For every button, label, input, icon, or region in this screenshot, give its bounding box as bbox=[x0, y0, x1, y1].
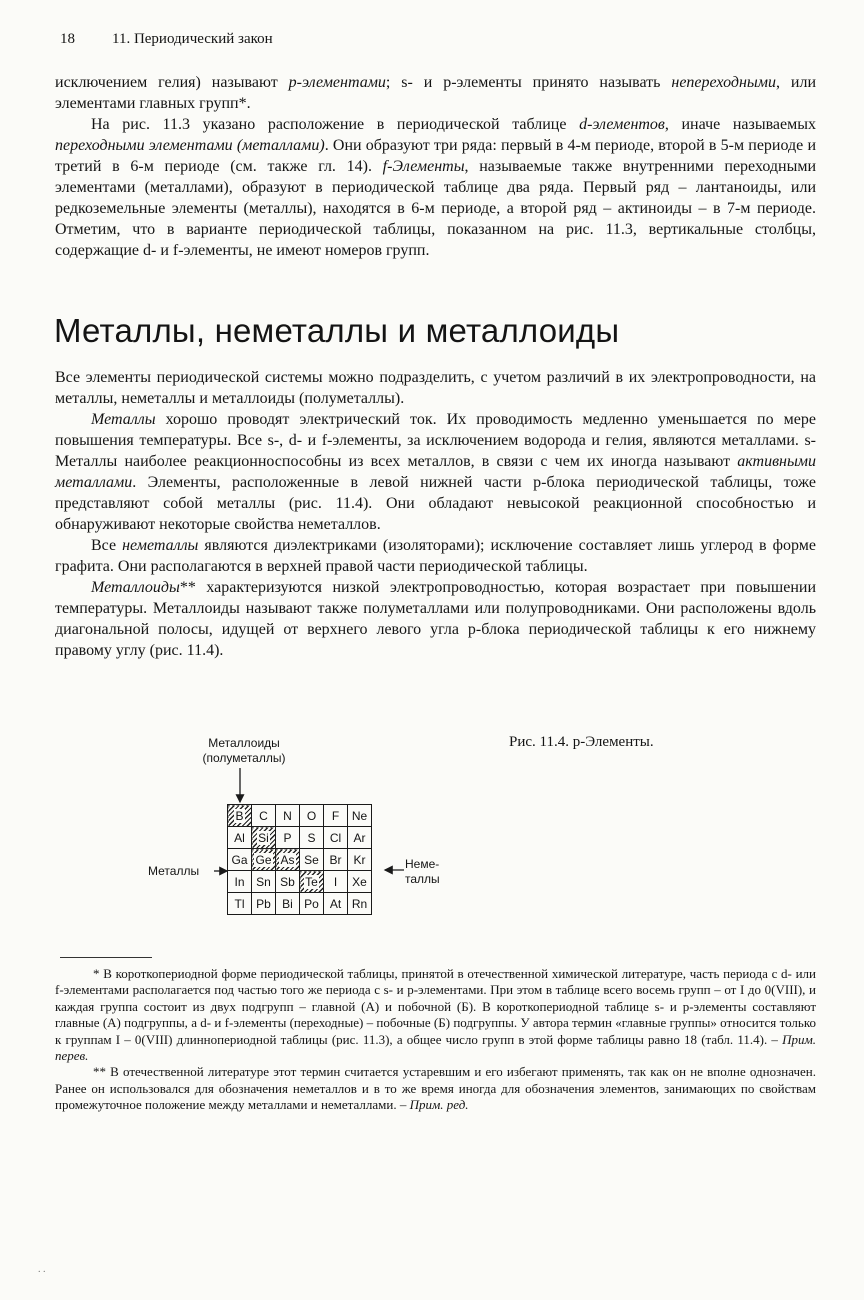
text-run: , называемые также внутренними переходными элементами (металлами), образуют в периодической таблице два ряда. Первый ряд – лантаноиды, или редкоземельные элементы (металлы), находятся в 6-м периоде, а второй ряд – актиноиды – в 7-м периоде. Отметим, что в варианте периодической таблицы, показанном на рис. 11.3, вертикальные столбцы, содержащие d- и f-элементы, не имеют номеров групп. bbox=[55, 158, 817, 259]
element-symbol: Kr bbox=[353, 852, 366, 867]
element-symbol: N bbox=[283, 808, 292, 823]
element-cell bbox=[228, 849, 252, 871]
element-symbol: In bbox=[234, 874, 245, 889]
element-cell bbox=[228, 893, 252, 915]
text-run: исключением гелия) называют bbox=[55, 74, 289, 91]
element-symbol: F bbox=[331, 808, 340, 823]
text-run: На рис. 11.3 указано расположение в периодической таблице bbox=[91, 116, 580, 133]
element-symbol: Bi bbox=[282, 896, 293, 911]
element-symbol: Pb bbox=[256, 896, 271, 911]
italic-term: Металлоиды bbox=[91, 579, 180, 596]
element-cell bbox=[348, 805, 372, 827]
text-run: , или элементами главных групп*. bbox=[55, 74, 817, 112]
footnotes bbox=[55, 966, 816, 1114]
element-symbol: Se bbox=[304, 852, 319, 867]
element-symbol: S bbox=[307, 830, 316, 845]
metals-label: Металлы bbox=[148, 864, 200, 878]
italic-term: неметаллы bbox=[122, 537, 199, 554]
page-number: 18 bbox=[60, 31, 75, 47]
text-run: хорошо проводят электрический ток. Их проводимость медленно уменьшается по мере повышения температуры. Все s-, d- и f-элементы, за исключением водорода и гелия, являются металлами. s-Металлы наиболее реакционноспособны из всех металлов, в связи с чем их иногда называют bbox=[55, 411, 816, 470]
figure-caption: Рис. 11.4. p-Элементы. bbox=[509, 734, 654, 750]
nonmetals-label-line: таллы bbox=[405, 872, 440, 886]
element-cell bbox=[276, 871, 300, 893]
element-symbol: P bbox=[283, 830, 292, 845]
text-run: ** В отечественной литературе этот термин считается устаревшим и его избегают применять, так как он не вполне однозначен. Ранее он использовался для обозначения неметаллов и в то же время иногда для обозначения элементов, занимающих по свойствам промежуточное положение между металлами и неметаллами. – bbox=[55, 1064, 816, 1113]
element-symbol: Sb bbox=[280, 874, 295, 889]
element-symbol: Sn bbox=[256, 874, 271, 889]
metalloid-cell bbox=[252, 849, 276, 871]
element-cell bbox=[300, 893, 324, 915]
element-cell bbox=[276, 827, 300, 849]
element-symbol: Rn bbox=[351, 896, 368, 911]
text-run: ; s- и p-элементы принято называть bbox=[385, 74, 672, 91]
element-cell bbox=[228, 827, 252, 849]
element-cell bbox=[252, 871, 276, 893]
element-cell bbox=[300, 805, 324, 827]
p-block-table bbox=[227, 804, 372, 915]
italic-term: переходными элементами (металлами) bbox=[55, 137, 325, 154]
element-symbol: Cl bbox=[329, 830, 342, 845]
element-symbol: O bbox=[306, 808, 317, 823]
text-run: ** характеризуются низкой электропроводностью, которая возрастает при повышении температуры. Металлоиды называют также полуметаллами или полупроводниками. Они расположены вдоль диагональной полосы, идущей от верхнего левого угла p-блока периодической таблицы к его нижнему правому углу (рис. 11.4). bbox=[55, 579, 816, 659]
element-symbol: Te bbox=[305, 874, 318, 889]
element-symbol: Al bbox=[234, 830, 245, 845]
element-symbol: I bbox=[333, 874, 338, 889]
italic-term: Прим. ред. bbox=[409, 1097, 469, 1113]
table-row bbox=[228, 827, 372, 849]
italic-term: Металлы bbox=[91, 411, 156, 428]
element-cell bbox=[252, 893, 276, 915]
text-run: являются диэлектриками (изоляторами); исключение составляет лишь углерод в форме графита. Они располагаются в верхней правой части периодической таблицы. bbox=[55, 537, 816, 575]
element-cell bbox=[276, 893, 300, 915]
margin-mark: . . bbox=[38, 1264, 46, 1275]
element-symbol: Ar bbox=[353, 830, 366, 845]
text-run: Все bbox=[91, 537, 123, 554]
metalloid-cell bbox=[228, 805, 252, 827]
element-cell bbox=[348, 871, 372, 893]
metalloids-label-line: Металлоиды bbox=[208, 736, 280, 750]
chapter-title: 11. Периодический закон bbox=[112, 31, 273, 47]
italic-term: f-Элементы bbox=[382, 158, 465, 175]
element-symbol: Po bbox=[304, 896, 319, 911]
metalloid-cell bbox=[252, 827, 276, 849]
table-row bbox=[228, 849, 372, 871]
footnote bbox=[55, 1064, 816, 1113]
footnote-separator bbox=[60, 957, 152, 958]
element-cell bbox=[324, 871, 348, 893]
element-symbol: Br bbox=[329, 852, 342, 867]
metalloid-cell bbox=[276, 849, 300, 871]
section-heading: Металлы, неметаллы и металлоиды bbox=[54, 312, 620, 349]
element-cell bbox=[348, 893, 372, 915]
element-cell bbox=[324, 893, 348, 915]
text-run: Все элементы периодической системы можно подразделить, с учетом различий в их электропроводности, на металлы, неметаллы и металлоиды (полуметаллы). bbox=[55, 369, 816, 407]
element-symbol: C bbox=[259, 808, 268, 823]
italic-term: Прим. перев. bbox=[55, 1031, 816, 1064]
element-cell bbox=[300, 849, 324, 871]
text-run: * В короткопериодной форме периодической таблицы, принятой в отечественной химической литературе, часть периода с d- или f-элементами располагается под частью того же периода с s- и p-элементами. При этом в таблице всего восемь групп – от I до 0(VIII), и каждая группа состоит из двух подгрупп – главной (А) и побочной (Б). В короткопериодной таблице s- и p-элементы составляют главные (А) подгруппы, а d- и f-элементы (переходные) – побочные (Б) подгруппы. У автора термин «главные группы» относится только к группам I – 0(VIII) длиннопериодной таблицы (рис. 11.3), а общее число групп в этой форме таблицы равно 18 (табл. 11.4). – bbox=[55, 966, 816, 1047]
element-cell bbox=[228, 871, 252, 893]
element-symbol: At bbox=[329, 896, 342, 911]
element-symbol: Si bbox=[258, 830, 269, 845]
text-run: . Элементы, расположенные в левой нижней части p-блока периодической таблицы, тоже представляют собой металлы (рис. 11.4). Они обладают невысокой реакционной способностью и обнаруживают некоторые свойства неметаллов. bbox=[55, 474, 816, 533]
element-cell bbox=[348, 827, 372, 849]
nonmetals-label bbox=[405, 857, 440, 887]
element-symbol: B bbox=[235, 808, 244, 823]
element-symbol: Xe bbox=[352, 874, 367, 889]
element-cell bbox=[252, 805, 276, 827]
italic-term: активными металлами bbox=[55, 453, 816, 491]
nonmetals-label-line: Неме- bbox=[405, 857, 440, 871]
element-symbol: Ge bbox=[255, 852, 272, 867]
element-cell bbox=[300, 827, 324, 849]
italic-term: p-элементами bbox=[288, 74, 386, 91]
element-cell bbox=[324, 805, 348, 827]
element-symbol: Tl bbox=[234, 896, 245, 911]
element-cell bbox=[348, 849, 372, 871]
footnote bbox=[55, 966, 816, 1064]
element-symbol: Ne bbox=[351, 808, 368, 823]
element-cell bbox=[324, 849, 348, 871]
text-run: . Они образуют три ряда: первый в 4-м периоде, второй в 5-м периоде и третий в 6-м периоде (см. также гл. 14). bbox=[55, 137, 817, 175]
element-cell bbox=[276, 805, 300, 827]
table-row bbox=[228, 871, 372, 893]
metalloids-label-line: (полуметаллы) bbox=[202, 751, 286, 765]
italic-term: d-элементов bbox=[579, 116, 665, 133]
metalloid-cell bbox=[300, 871, 324, 893]
element-symbol: As bbox=[280, 852, 295, 867]
italic-term: непереходными bbox=[671, 74, 776, 91]
element-symbol: Ga bbox=[231, 852, 248, 867]
text-run: , иначе называемых bbox=[664, 116, 817, 133]
table-row bbox=[228, 805, 372, 827]
table-row bbox=[228, 893, 372, 915]
element-cell bbox=[324, 827, 348, 849]
